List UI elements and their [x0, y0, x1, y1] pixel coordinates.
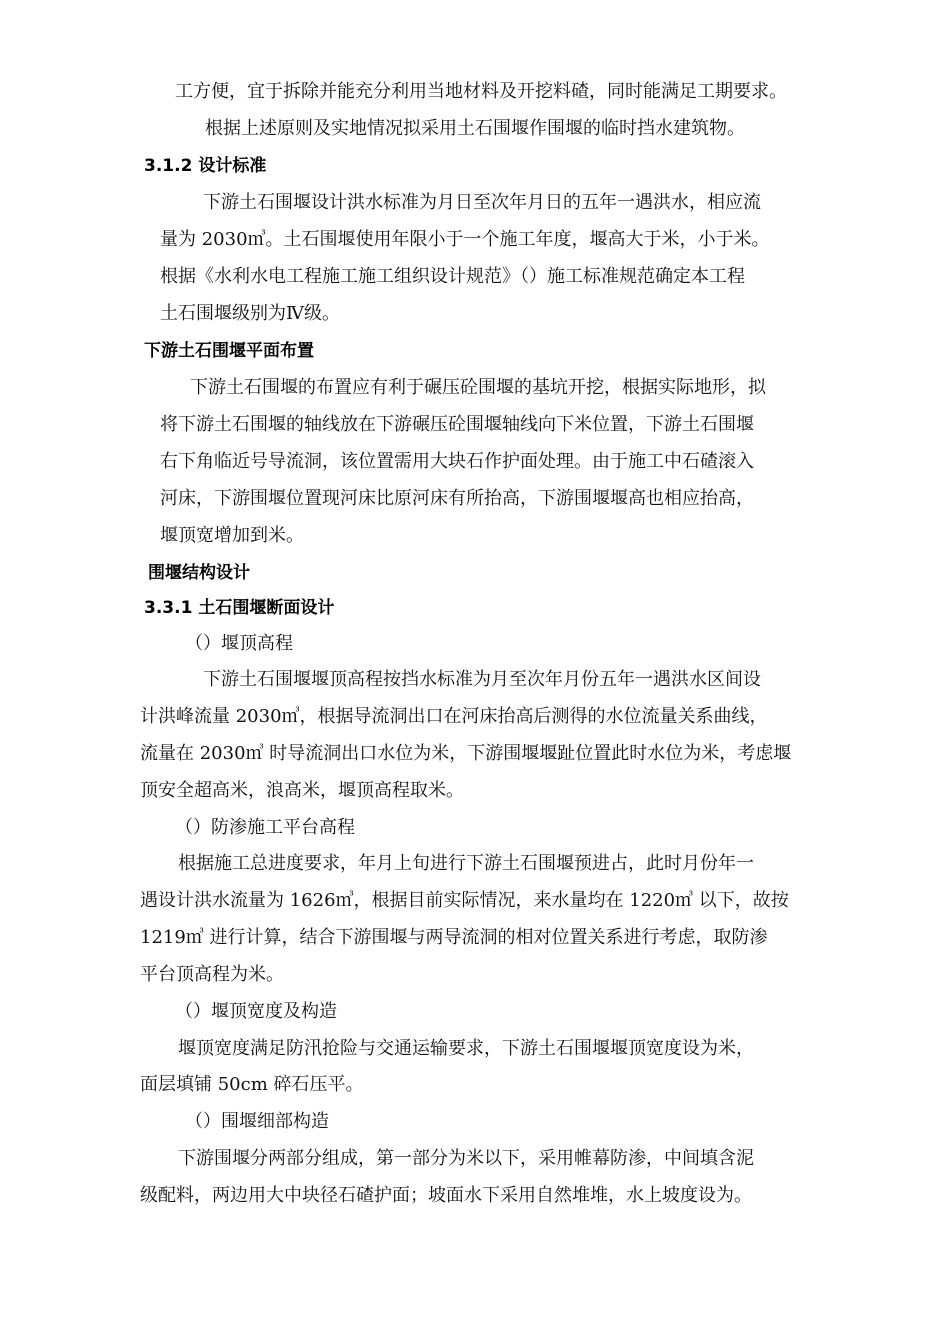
subheading-line: （）堰顶高程: [185, 633, 293, 654]
paragraph-line: 遇设计洪水流量为 1626㎥，根据目前实际情况，来水量均在 1220㎥ 以下，故按: [140, 890, 789, 911]
paragraph-line: 工方便，宜于拆除并能充分利用当地材料及开挖料碴，同时能满足工期要求。: [175, 81, 787, 102]
paragraph-line: 下游土石围堰堰顶高程按挡水标准为月至次年月份五年一遇洪水区间设: [203, 669, 761, 690]
paragraph-line: 顶安全超高米，浪高米，堰顶高程取米。: [140, 780, 464, 801]
section-heading-layout: 下游土石围堰平面布置: [144, 341, 314, 361]
paragraph-line: 土石围堰级别为Ⅳ级。: [160, 303, 340, 324]
paragraph-line: 堰顶宽度满足防汛抢险与交通运输要求，下游土石围堰堰顶宽度设为米，: [178, 1038, 754, 1059]
subheading-line: （）防渗施工平台高程: [175, 817, 355, 838]
paragraph-line: 根据上述原则及实地情况拟采用土石围堰作围堰的临时挡水建筑物。: [205, 118, 745, 139]
subheading-line: （）堰顶宽度及构造: [175, 1001, 337, 1022]
section-heading-3-1-2: 3.1.2 设计标准: [144, 156, 267, 176]
paragraph-line: 级配料，两边用大中块径石碴护面；坡面水下采用自然堆堆，水上坡度设为。: [140, 1185, 752, 1206]
paragraph-line: 堰顶宽增加到米。: [160, 525, 304, 546]
paragraph-line: 根据施工总进度要求，年月上旬进行下游土石围堰预进占，此时月份年一: [178, 853, 754, 874]
paragraph-line: 面层填铺 50cm 碎石压平。: [140, 1074, 364, 1095]
section-heading-structure: 围堰结构设计: [148, 563, 250, 583]
paragraph-line: 平台顶高程为米。: [140, 964, 284, 985]
paragraph-line: 下游围堰分两部分组成，第一部分为米以下，采用帷幕防渗，中间填含泥: [178, 1148, 754, 1169]
paragraph-line: 下游土石围堰设计洪水标准为月日至次年月日的五年一遇洪水，相应流: [203, 192, 761, 213]
paragraph-line: 量为 2030㎥。土石围堰使用年限小于一个施工年度，堰高大于米，小于米。: [160, 229, 770, 250]
paragraph-line: 计洪峰流量 2030㎥，根据导流洞出口在河床抬高后测得的水位流量关系曲线，: [140, 706, 768, 727]
paragraph-line: 流量在 2030㎥ 时导流洞出口水位为米，下游围堰堰趾位置此时水位为米，考虑堰: [140, 743, 792, 764]
subheading-line: （）围堰细部构造: [185, 1111, 329, 1132]
paragraph-line: 将下游土石围堰的轴线放在下游碾压砼围堰轴线向下米位置，下游土石围堰: [160, 414, 754, 435]
paragraph-line: 河床，下游围堰位置现河床比原河床有所抬高，下游围堰堰高也相应抬高，: [160, 488, 754, 509]
section-heading-3-3-1: 3.3.1 土石围堰断面设计: [144, 598, 335, 618]
paragraph-line: 1219㎥ 进行计算，结合下游围堰与两导流洞的相对位置关系进行考虑，取防渗: [140, 927, 768, 948]
paragraph-line: 右下角临近号导流洞，该位置需用大块石作护面处理。由于施工中石碴滚入: [160, 451, 754, 472]
paragraph-line: 根据《水利水电工程施工施工组织设计规范》（）施工标准规范确定本工程: [160, 266, 745, 287]
paragraph-line: 下游土石围堰的布置应有利于碾压砼围堰的基坑开挖，根据实际地形，拟: [190, 377, 766, 398]
